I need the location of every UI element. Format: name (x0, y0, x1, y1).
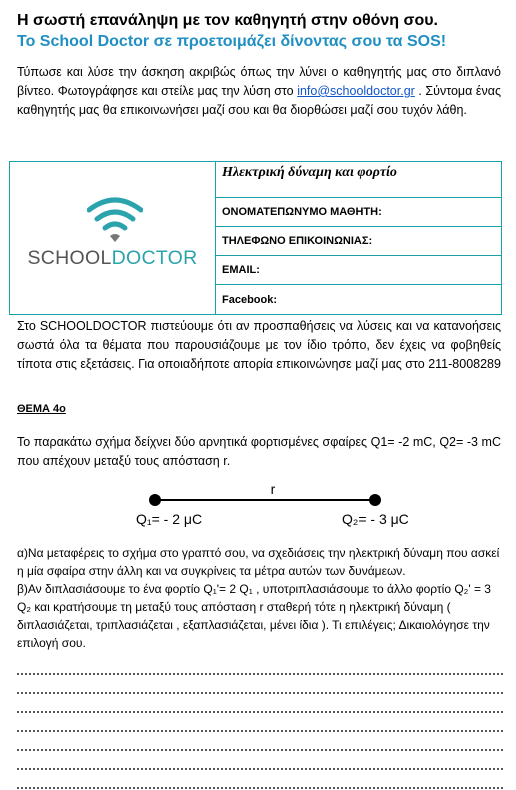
facebook-field[interactable]: Facebook: (222, 293, 278, 306)
question-a: α)Να μεταφέρεις το σχήμα στο γραπτό σου, να σχεδιάσεις την ηλεκτρική δύναμη που ασκεί η μία σφαίρα στην άλλη και να συγκρίνεις τα μέτρα αυτών των δυνάμεων. (17, 546, 500, 578)
answer-line[interactable] (17, 732, 503, 751)
q2-label: Q₂= - 3 μC (342, 511, 409, 527)
answer-line[interactable] (17, 751, 503, 770)
question-b: β)Αν διπλασιάσουμε το ένα φορτίο Q₁'= 2 Q₁ , υποτριπλασιάσουμε το άλλο φορτίο Q₂' = 3 Q₂ και κρατήσουμε τη μεταξύ τους απόσταση r σταθερή τότε η ηλεκτρική δύναμη ( διπλασιάζεται, τριπλασιάζεται , εξαπλασιάζεται, μένει ίδια ). Τι επιλέγεις; Δικαιολόγησε την επιλογή σου. (17, 582, 491, 650)
page-subtitle: Το School Doctor σε προετοιμάζει δίνοντας σου τα SOS! (17, 33, 447, 50)
schooldoctor-logo-text (10, 247, 215, 270)
page-title: Η σωστή επανάληψη με τον καθηγητή στην οθόνη σου. (17, 12, 438, 29)
email-field[interactable]: EMAIL: (216, 256, 501, 285)
phone-field[interactable]: ΤΗΛΕΦΩΝΟ ΕΠΙΚΟΙΝΩΝΙΑΣ: (216, 227, 501, 256)
intro-paragraph (17, 63, 501, 120)
student-info-card (9, 161, 502, 315)
intro-text-before: Τύπωσε και λύσε την άσκηση ακριβώς όπως την λύνει ο καθηγητής μας στο διπλανό βίντεο. Φωτογράφησε και στείλε μας την λύση στο (17, 65, 501, 98)
theme-heading: ΘΕΜΑ 4ο (17, 403, 66, 415)
answer-line[interactable] (17, 656, 503, 675)
questions-block (17, 544, 501, 652)
charges-diagram (130, 478, 430, 530)
logo-school: SCHOOL (27, 247, 112, 269)
schooldoctor-logo-icon (87, 196, 143, 244)
logo-doctor: DOCTOR (111, 247, 198, 269)
q1-label: Q₁= - 2 μC (136, 511, 203, 527)
belief-paragraph: Στο SCHOOLDOCTOR πιστεύουμε ότι αν προσπαθήσεις να λύσεις και να κατανοήσεις σωστά όλα τα θέματα που παρουσιάζουμε με τον ίδιο τρόπο, δεν έχεις να φοβηθείς τίποτα στις εξετάσεις. Για οποιαδήποτε απορία επικοινώνησε μαζί μας στο 211-8008289 (17, 319, 501, 371)
answer-line[interactable] (17, 713, 503, 732)
distance-label: r (270, 481, 276, 497)
answer-line[interactable] (17, 675, 503, 694)
info-fields (216, 162, 501, 314)
charge-q1-sphere (149, 494, 161, 506)
student-name-field[interactable]: ΟΝΟΜΑΤΕΠΩΝΥΜΟ ΜΑΘΗΤΗ: (216, 198, 501, 227)
intro-text-after: . Σύντομα ένας καθηγητής μας θα επικοινωνήσει μαζί σου και θα διορθώσει μαζί σου τυχόν λάθη. (17, 84, 501, 117)
answer-line[interactable] (17, 770, 503, 789)
email-link[interactable]: info@schooldoctor.gr (297, 84, 415, 98)
logo-cell (10, 162, 216, 314)
charge-q2-sphere (369, 494, 381, 506)
problem-statement: Το παρακάτω σχήμα δείχνει δύο αρνητικά φορτισμένες σφαίρες Q1= -2 mC, Q2= -3 mC που απέχουν μεταξύ τους απόσταση r. (17, 435, 501, 468)
answer-line[interactable] (17, 694, 503, 713)
answer-lines[interactable] (17, 656, 503, 789)
topic-field: Ηλεκτρική δύναμη και φορτίο (216, 162, 501, 198)
